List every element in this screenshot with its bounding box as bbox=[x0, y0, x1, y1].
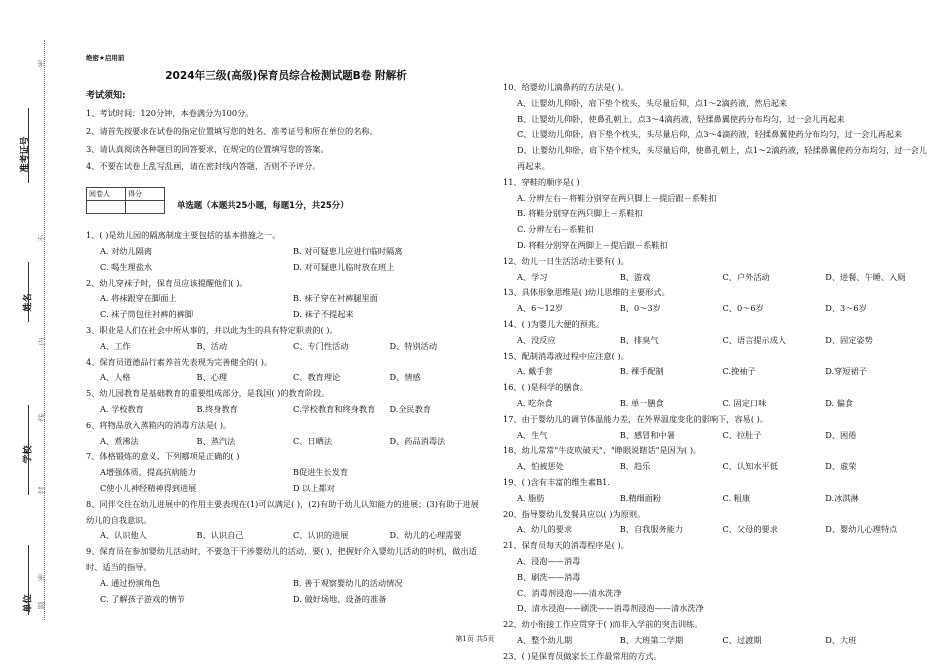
answer-option[interactable]: D、特别活动 bbox=[389, 340, 438, 351]
option-row bbox=[86, 481, 486, 497]
answer-option[interactable]: D、困倦 bbox=[825, 429, 857, 440]
question-text: 6、将物品放入蒸箱内的消毒方法是( )。 bbox=[86, 419, 232, 430]
answer-option[interactable]: B. 善于观察婴幼儿的活动情况 bbox=[293, 577, 403, 588]
answer-option[interactable]: D. 对可疑患儿临时放在班上 bbox=[293, 261, 395, 272]
answer-option[interactable]: D 以上都对 bbox=[293, 482, 335, 493]
answer-option[interactable]: A. 脂肪 bbox=[517, 492, 545, 503]
answer-option[interactable]: A. 学校教育 bbox=[100, 403, 144, 414]
question-text: 10、给婴幼儿滴鼻药的方法是( )。 bbox=[503, 82, 629, 92]
option-row bbox=[503, 491, 928, 507]
answer-option[interactable]: C. 分辨左右－系鞋扣 bbox=[517, 224, 594, 235]
answer-option[interactable]: A、学习 bbox=[517, 271, 548, 282]
answer-option[interactable]: D、幼儿的心理需要 bbox=[389, 530, 462, 541]
name-line bbox=[28, 262, 29, 322]
question-text: 8、同伴交往在幼儿进展中的作用主要表现在(1)可以满足( )，(2)有助于幼儿认知能力的进展；(3)有助于进展幼儿的自我意识。 bbox=[86, 498, 479, 525]
seal-mark: 题 bbox=[37, 601, 47, 610]
answer-option[interactable]: B促进生长发育 bbox=[293, 467, 349, 478]
answer-option[interactable]: D、情感 bbox=[389, 372, 421, 383]
page-footer: 第1页 共5页 bbox=[455, 635, 495, 643]
answer-option[interactable]: C、拉肚子 bbox=[722, 429, 762, 440]
answer-option[interactable]: B.精细面粉 bbox=[619, 492, 662, 503]
answer-option[interactable]: B、蒸汽法 bbox=[196, 435, 236, 446]
question-text: 2、幼儿穿袜子时，保育员应该提醒他们( )。 bbox=[86, 277, 248, 288]
answer-option[interactable]: A. 对幼儿隔离 bbox=[100, 245, 153, 256]
page-title: 2024年三级(高级)保育员综合检测试题B卷 附解析 bbox=[165, 70, 407, 82]
answer-option[interactable]: A、认识他人 bbox=[100, 530, 147, 541]
question-text: 17、由于婴幼儿的调节体温能力差，在外界温度变化的影响下，容易( )。 bbox=[503, 413, 769, 424]
score-header: 得分 bbox=[126, 188, 165, 201]
question-text: 14、( )为婴儿大便的预兆。 bbox=[503, 318, 605, 329]
answer-option[interactable]: A、人格 bbox=[100, 372, 131, 383]
answer-option[interactable]: B、认识自己 bbox=[196, 530, 244, 541]
right-question-list bbox=[503, 80, 928, 664]
answer-option[interactable]: B.终身教育 bbox=[196, 403, 238, 414]
secret-label: 绝密★启用前 bbox=[86, 54, 125, 62]
answer-option[interactable]: C、专门性活动 bbox=[293, 340, 349, 351]
question-text: 11、穿鞋的顺序是( ) bbox=[503, 176, 580, 187]
answer-option[interactable]: D、进餐、午睡、入厕 bbox=[825, 271, 906, 282]
grade-section bbox=[86, 180, 486, 214]
answer-option[interactable]: C. 袜子筒包住衬裤的裤脚 bbox=[100, 309, 194, 320]
question-text: 1、( )是幼儿园的隔离制度主要包括的基本措施之一。 bbox=[86, 230, 281, 241]
question-text: 19、( )含有丰富的维生素B1. bbox=[503, 476, 610, 487]
answer-option[interactable]: C、认知水平低 bbox=[722, 461, 778, 472]
answer-option[interactable]: C、0～6岁 bbox=[722, 303, 764, 314]
answer-option[interactable]: B. 将鞋分别穿在两只脚上－系鞋扣 bbox=[517, 208, 643, 219]
answer-option[interactable]: C使小儿神经精神得到进展 bbox=[100, 482, 197, 493]
answer-option[interactable]: A增强体质，提高抗病能力 bbox=[100, 467, 196, 478]
seal-mark: 内 bbox=[37, 337, 47, 346]
question-text: 7、体格锻炼的意义，下列哪项是正确的( ) bbox=[86, 451, 240, 462]
label-school: 学校 bbox=[23, 445, 34, 464]
answer-option[interactable]: B、游戏 bbox=[619, 271, 651, 282]
answer-option[interactable]: C、日晒法 bbox=[293, 435, 333, 446]
answer-option[interactable]: D、大班 bbox=[825, 634, 857, 645]
option-row bbox=[86, 528, 486, 544]
answer-option[interactable]: C. 固定口味 bbox=[722, 397, 767, 408]
option-row bbox=[86, 291, 486, 307]
answer-option[interactable]: D、3～6岁 bbox=[825, 303, 867, 314]
answer-option[interactable]: A、浸泡——消毒 bbox=[517, 555, 581, 566]
answer-option[interactable]: A. 戴手套 bbox=[517, 366, 553, 377]
question-text: 20、指导婴幼儿发餐具应以( )为原则。 bbox=[503, 508, 646, 519]
section-heading: 单选题（本题共25小题，每题1分，共25分） bbox=[177, 200, 349, 211]
note-item: 4、不要在试卷上乱写乱画，请在密封线内答题，否则不予评分。 bbox=[86, 161, 321, 172]
grader-header: 阅卷人 bbox=[87, 188, 126, 201]
question-text: 3、职业是人们在社会中所从事的，并以此为生的具有特定职责的( )。 bbox=[86, 324, 338, 335]
binding-margin bbox=[0, 0, 62, 671]
right-column bbox=[503, 80, 928, 664]
answer-option[interactable]: A、怕被惩处 bbox=[517, 461, 564, 472]
answer-option[interactable]: D、虚荣 bbox=[825, 461, 857, 472]
answer-option[interactable]: A、生气 bbox=[517, 429, 548, 440]
option-row bbox=[503, 459, 928, 475]
seal-mark: 封 bbox=[37, 486, 47, 495]
answer-option[interactable]: C. 粗康 bbox=[722, 492, 751, 503]
answer-option[interactable]: A. 将袜跟穿在脚面上 bbox=[100, 293, 177, 304]
option-row bbox=[503, 522, 928, 538]
answer-option[interactable]: C、父母的要求 bbox=[722, 524, 778, 535]
answer-option[interactable]: D.全民教育 bbox=[389, 403, 432, 414]
score-cell[interactable] bbox=[126, 201, 165, 214]
answer-option[interactable]: C.学校教育和终身教育 bbox=[293, 403, 376, 414]
answer-option[interactable]: A、工作 bbox=[100, 340, 131, 351]
option-row bbox=[86, 339, 486, 355]
note-item: 1、考试时间：120分钟，本卷满分为100分。 bbox=[86, 108, 254, 118]
grader-cell[interactable] bbox=[87, 201, 126, 214]
answer-option[interactable]: C. 喝生理盐水 bbox=[100, 261, 153, 272]
answer-option[interactable]: B. 对可疑患儿应进行临时隔离 bbox=[293, 245, 403, 256]
option-row bbox=[503, 333, 928, 349]
option-row bbox=[503, 428, 928, 444]
option-row bbox=[86, 244, 486, 260]
seal-line bbox=[44, 40, 45, 620]
seal-mark: 不 bbox=[37, 234, 47, 243]
option-row bbox=[86, 307, 486, 323]
left-column bbox=[86, 52, 486, 607]
answer-option[interactable]: D. 袜子不提起来 bbox=[293, 309, 354, 320]
answer-option[interactable]: B、感冒和中暑 bbox=[619, 429, 675, 440]
question-text: 15、配制消毒液过程中应注意( )。 bbox=[503, 350, 629, 361]
question-text: 4、保育员道德品行素养首先表现为完善健全的( )。 bbox=[86, 356, 273, 367]
question-text: 22、幼小衔接工作应贯穿于( )而非入学前的突击训练。 bbox=[503, 619, 703, 630]
answer-option[interactable]: A、幼儿的要求 bbox=[517, 524, 573, 535]
answer-option[interactable]: D.冰淇淋 bbox=[825, 492, 859, 503]
answer-option[interactable]: B. 裸手配制 bbox=[619, 366, 664, 377]
answer-option[interactable]: C、认识的进展 bbox=[293, 530, 349, 541]
answer-option[interactable]: B. 袜子穿在衬裤腿里面 bbox=[293, 293, 378, 304]
question-text: 12、幼儿一日生活活动主要有( )。 bbox=[503, 255, 629, 266]
notes-list bbox=[86, 106, 486, 175]
answer-option[interactable]: D、清水浸泡——刷洗——消毒剂浸泡——清水洗净 bbox=[517, 603, 704, 614]
answer-option[interactable]: D. 将鞋分别穿在两脚上－提后跟－系鞋扣 bbox=[517, 239, 668, 250]
label-unit: 单位 bbox=[23, 594, 34, 613]
answer-option[interactable]: A、没反应 bbox=[517, 334, 556, 345]
answer-option[interactable]: D、让婴幼儿仰卧，肩下垫个枕头，头尽量后仰，使鼻孔朝上，点1～2滴药液，轻揉鼻翼使药分布均匀，过一会儿再起来。 bbox=[517, 145, 927, 171]
seal-mark: 密 bbox=[37, 59, 47, 68]
answer-option[interactable]: D、固定姿势 bbox=[825, 334, 873, 345]
option-row bbox=[503, 364, 928, 380]
question-text: 9、保育员在参加婴幼儿活动时，不要急于干涉婴幼儿的活动，要( )，把握好介入婴幼儿活动的时机，做出适时、适当的指导。 bbox=[86, 546, 477, 572]
note-item: 2、请首先按要求在试卷的指定位置填写您的姓名、准考证号和所在单位的名称。 bbox=[86, 125, 378, 136]
left-question-list bbox=[86, 228, 486, 607]
answer-option[interactable]: B、让婴幼儿仰卧，使鼻孔朝上，点3～4滴药液，轻揉鼻翼使药分布均匀，过一会儿再起来 bbox=[517, 113, 845, 124]
option-row bbox=[86, 370, 486, 386]
option-row bbox=[86, 592, 486, 608]
question-text: 23、( )是保育员做家长工作最常用的方式。 bbox=[503, 650, 662, 661]
option-row bbox=[86, 260, 486, 276]
option-row bbox=[86, 434, 486, 450]
grade-table bbox=[86, 187, 165, 214]
question-text: 13、具体形象思维是( )幼儿思维的主要形式。 bbox=[503, 287, 670, 298]
answer-option[interactable]: C、消毒剂浸泡——清水洗净 bbox=[517, 587, 622, 598]
seal-mark: 密 bbox=[37, 573, 47, 582]
answer-option[interactable]: B、活动 bbox=[196, 340, 228, 351]
answer-option[interactable]: D.穿短裙子 bbox=[825, 366, 867, 377]
option-row bbox=[86, 402, 486, 418]
answer-option[interactable]: D. 做好场地、设备的准备 bbox=[293, 593, 387, 604]
answer-option[interactable]: C、户外活动 bbox=[722, 271, 770, 282]
note-item: 3、请认真阅读各种题目的回答要求，在规定的位置填写您的答案。 bbox=[86, 143, 329, 154]
answer-option[interactable]: D. 偏食 bbox=[825, 397, 854, 408]
answer-option[interactable]: B、趋乐 bbox=[619, 461, 651, 472]
label-exam-number: 准考证号 bbox=[20, 136, 31, 173]
answer-option[interactable]: B、大班第二学期 bbox=[619, 634, 684, 645]
option-row bbox=[86, 465, 486, 481]
answer-option[interactable]: C. 了解孩子游戏的情节 bbox=[100, 593, 185, 604]
question-text: 16、( )是科学的膳食。 bbox=[503, 382, 588, 393]
answer-option[interactable]: D、婴幼儿心理特点 bbox=[825, 524, 898, 535]
answer-option[interactable]: C、让婴幼儿仰卧，肩下垫个枕头，头尽量后仰，点3～4滴药液，轻揉鼻翼使药分布均匀，过一会儿再起来 bbox=[517, 129, 903, 140]
answer-option[interactable]: B、心理 bbox=[196, 372, 228, 383]
question-text: 5、幼儿园教育是基础教育的重要组成部分，是我国( )的教育阶段。 bbox=[86, 388, 330, 399]
answer-option[interactable]: A. 吃杂食 bbox=[517, 397, 553, 408]
option-row bbox=[503, 301, 928, 317]
notes-heading: 考试须知: bbox=[86, 91, 126, 101]
exam-number-line bbox=[28, 108, 29, 183]
answer-option[interactable]: B、排臭气 bbox=[619, 334, 659, 345]
option-row bbox=[503, 270, 928, 286]
seal-mark: 线 bbox=[37, 413, 47, 422]
answer-option[interactable]: A、让婴幼儿仰卧，肩下垫个枕头，头尽量后仰，点1～2滴药液，然后起来 bbox=[517, 97, 788, 108]
answer-option[interactable]: B、自我服务能力 bbox=[619, 524, 684, 535]
answer-option[interactable]: A、整个幼儿期 bbox=[517, 634, 573, 645]
answer-option[interactable]: A. 通过扮演角色 bbox=[100, 577, 161, 588]
answer-option[interactable]: C、教育理论 bbox=[293, 372, 341, 383]
answer-option[interactable]: B. 单一膳食 bbox=[619, 397, 664, 408]
option-row bbox=[503, 396, 928, 412]
answer-option[interactable]: D、药品消毒法 bbox=[389, 435, 446, 446]
answer-option[interactable]: B、刷洗——消毒 bbox=[517, 571, 581, 582]
answer-option[interactable]: C、语言提示成人 bbox=[722, 334, 787, 345]
school-line bbox=[28, 405, 29, 495]
answer-option[interactable]: A. 分辨左右－将鞋分别穿在两只脚上－提后跟－系鞋扣 bbox=[517, 192, 717, 203]
answer-option[interactable]: A、6～12岁 bbox=[517, 303, 564, 314]
unit-line bbox=[28, 545, 29, 615]
answer-option[interactable]: C.挽袖子 bbox=[722, 366, 756, 377]
question-text: 21、保育员每天的消毒程序是( )。 bbox=[503, 540, 629, 551]
answer-option[interactable]: C、过渡期 bbox=[722, 634, 762, 645]
option-row bbox=[86, 576, 486, 592]
label-name: 姓名 bbox=[23, 293, 34, 312]
answer-option[interactable]: B、0～3岁 bbox=[619, 303, 661, 314]
answer-option[interactable]: A、煮沸法 bbox=[100, 435, 139, 446]
question-text: 18、幼儿常常"牛皮吹破天"、"睁眼说瞎话"是因为( )。 bbox=[503, 445, 702, 456]
